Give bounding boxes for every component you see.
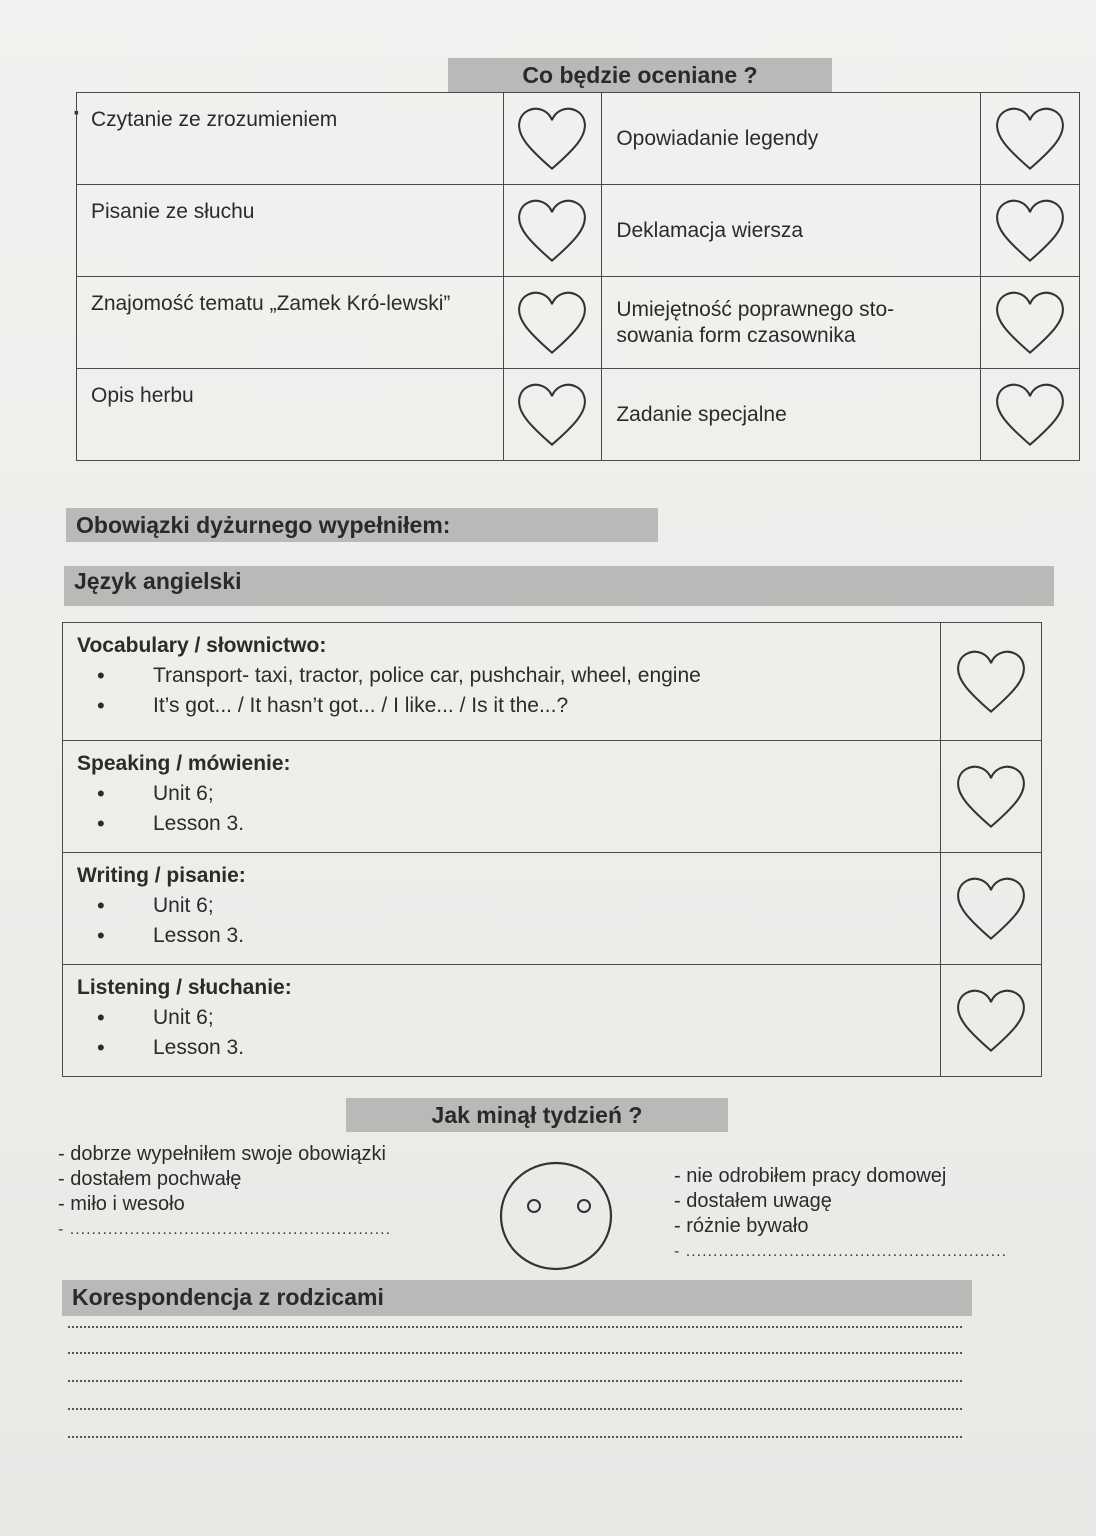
assessed-row	[77, 185, 1080, 277]
assessed-left-item: Pisanie ze słuchu	[77, 185, 504, 277]
heart-outline-icon	[991, 192, 1069, 270]
writing-line[interactable]	[68, 1408, 962, 1410]
week-positive-list	[58, 1142, 391, 1242]
assessed-left-item: Znajomość tematu „Zamek Kró-lewski”	[77, 277, 504, 369]
bullet-item: • Lesson 3.	[85, 809, 926, 839]
english-row-heading: Listening / słuchanie:	[77, 976, 292, 999]
header-parents	[62, 1280, 972, 1316]
english-row	[63, 853, 1042, 965]
english-table	[62, 622, 1042, 1077]
header-english	[64, 566, 1054, 606]
assessed-left-item: Opis herbu	[77, 369, 504, 461]
week-positive-item: - dobrze wypełniłem swoje obowiązki	[58, 1143, 386, 1165]
week-positive-item: - dostałem pochwałę	[58, 1168, 242, 1190]
week-negative-item[interactable]: - ...........................................................	[674, 1243, 1008, 1260]
heart-box[interactable]	[941, 623, 1042, 741]
assessed-right-item: Umiejętność poprawnego sto-sowania form czasownika	[602, 277, 981, 369]
english-row-heading: Writing / pisanie:	[77, 864, 246, 887]
header-week	[346, 1098, 728, 1132]
assessed-right-item: Opowiadanie legendy	[602, 93, 981, 185]
english-row-content	[63, 853, 941, 965]
english-row	[63, 623, 1042, 741]
heart-box[interactable]	[981, 185, 1080, 277]
header-assessed	[448, 58, 832, 92]
blank-face-icon	[498, 1160, 614, 1272]
heart-outline-icon	[513, 376, 591, 454]
bullet-item: • Unit 6;	[85, 891, 926, 921]
english-row	[63, 741, 1042, 853]
week-negative-item: - różnie bywało	[674, 1215, 809, 1237]
week-negative-list	[674, 1164, 1007, 1264]
heart-outline-icon	[952, 870, 1030, 948]
heart-outline-icon	[513, 192, 591, 270]
assessed-row	[77, 277, 1080, 369]
bullet-item: • Unit 6;	[85, 1003, 926, 1033]
english-row	[63, 965, 1042, 1077]
header-assessed-text: Co będzie oceniane ?	[522, 62, 758, 88]
week-negative-item: - dostałem uwagę	[674, 1190, 832, 1212]
bullet-list	[77, 891, 926, 951]
heart-outline-icon	[952, 982, 1030, 1060]
assessed-row	[77, 369, 1080, 461]
english-row-content	[63, 741, 941, 853]
header-english-text: Język angielski	[74, 568, 242, 594]
heart-outline-icon	[952, 758, 1030, 836]
heart-outline-icon	[991, 100, 1069, 178]
header-week-text: Jak minął tydzień ?	[431, 1102, 643, 1128]
header-parents-text: Korespondencja z rodzicami	[72, 1284, 384, 1310]
heart-box[interactable]	[503, 185, 602, 277]
bullet-item: • Transport- taxi, tractor, police car, pushchair, wheel, engine	[85, 661, 926, 691]
english-row-heading: Speaking / mówienie:	[77, 752, 291, 775]
heart-box[interactable]	[981, 277, 1080, 369]
writing-line[interactable]	[68, 1352, 962, 1354]
bullet-list	[77, 779, 926, 839]
heart-outline-icon	[991, 376, 1069, 454]
assessed-right-item: Zadanie specjalne	[602, 369, 981, 461]
assessed-left-item: Czytanie ze zrozumieniem	[77, 93, 504, 185]
english-row-content	[63, 965, 941, 1077]
bullet-list	[77, 1003, 926, 1063]
dot-mark: ▪	[74, 104, 79, 120]
heart-box[interactable]	[981, 369, 1080, 461]
writing-line[interactable]	[68, 1326, 962, 1328]
heart-box[interactable]	[941, 965, 1042, 1077]
writing-line[interactable]	[68, 1380, 962, 1382]
bullet-item: • It’s got... / It hasn’t got... / I like... / Is it the...?	[85, 691, 926, 721]
english-row-content	[63, 623, 941, 741]
assessed-right-item: Deklamacja wiersza	[602, 185, 981, 277]
heart-box[interactable]	[503, 93, 602, 185]
header-duty-text: Obowiązki dyżurnego wypełniłem:	[76, 512, 451, 538]
bullet-item: • Unit 6;	[85, 779, 926, 809]
heart-box[interactable]	[941, 741, 1042, 853]
bullet-item: • Lesson 3.	[85, 921, 926, 951]
heart-box[interactable]	[503, 277, 602, 369]
assessed-table	[76, 92, 1080, 461]
week-negative-item: - nie odrobiłem pracy domowej	[674, 1165, 947, 1187]
bullet-list	[77, 661, 926, 721]
heart-outline-icon	[513, 284, 591, 362]
heart-outline-icon	[952, 643, 1030, 721]
heart-box[interactable]	[941, 853, 1042, 965]
heart-outline-icon	[513, 100, 591, 178]
english-row-heading: Vocabulary / słownictwo:	[77, 634, 327, 657]
bullet-item: • Lesson 3.	[85, 1033, 926, 1063]
writing-line[interactable]	[68, 1436, 962, 1438]
header-duty	[66, 508, 658, 542]
assessed-row	[77, 93, 1080, 185]
heart-box[interactable]	[503, 369, 602, 461]
week-positive-item[interactable]: - ...........................................................	[58, 1221, 392, 1238]
heart-box[interactable]	[981, 93, 1080, 185]
heart-outline-icon	[991, 284, 1069, 362]
week-positive-item: - miło i wesoło	[58, 1193, 185, 1215]
